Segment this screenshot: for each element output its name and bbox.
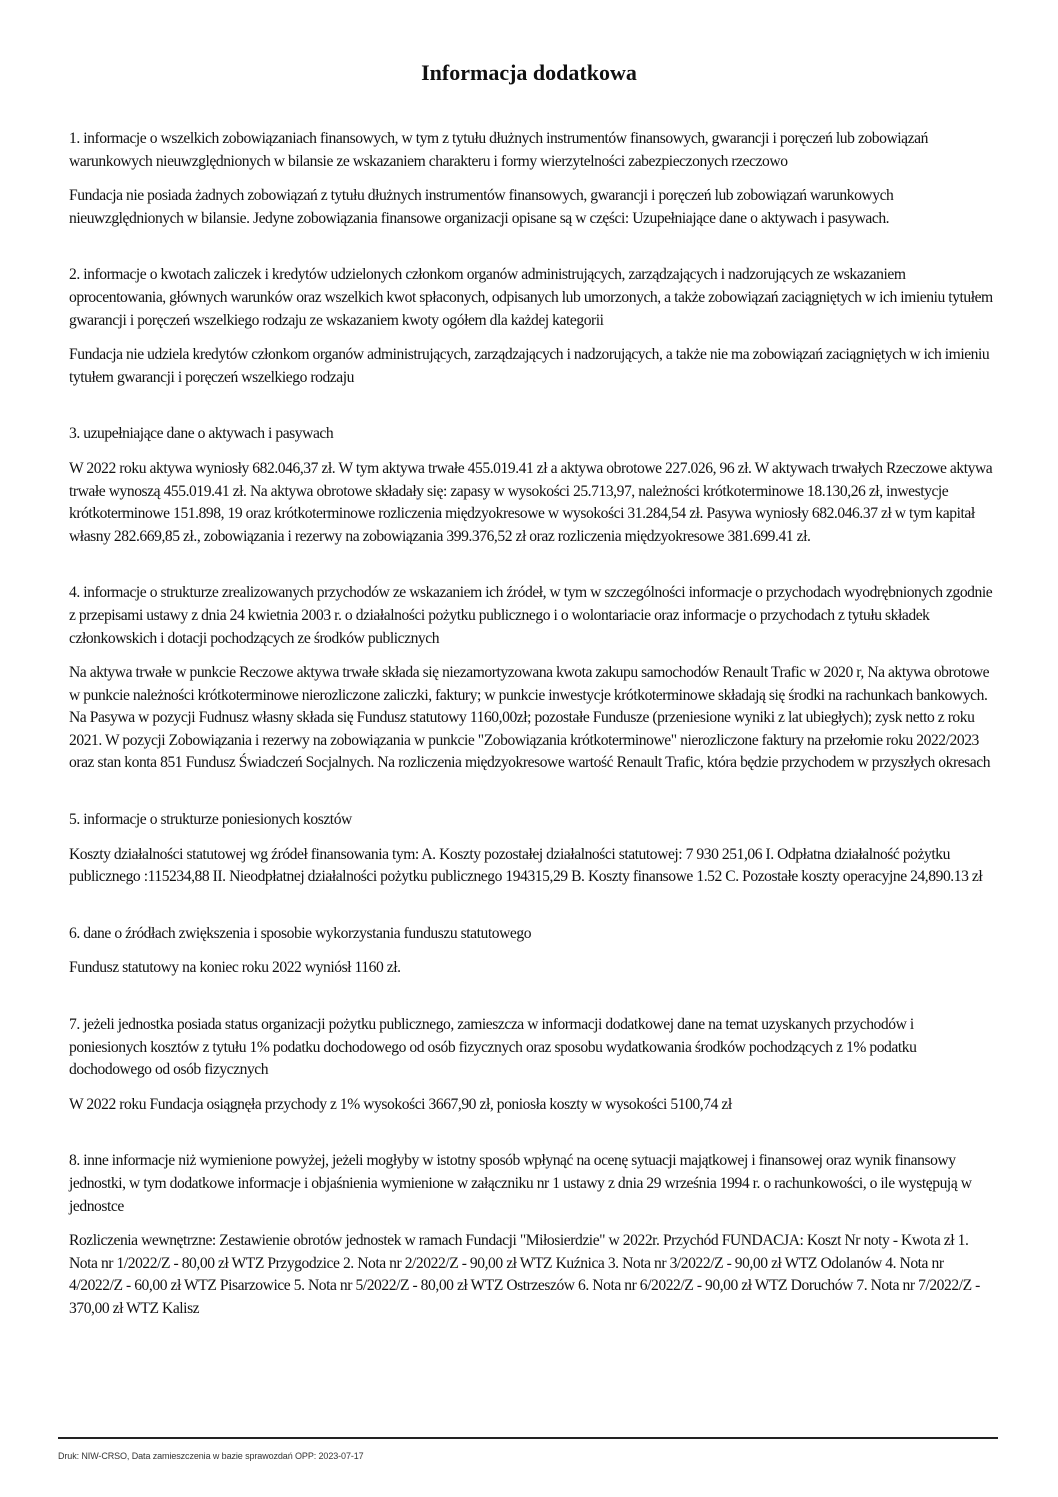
footer-print-info: Druk: NIW-CRSO, Data zamieszczenia w bazie sprawozdań OPP: 2023-07-17 <box>58 1451 364 1461</box>
document-body <box>69 128 993 1355</box>
page-title: Informacja dodatkowa <box>421 60 637 85</box>
section-4 <box>69 582 993 775</box>
section-answer: Na aktywa trwałe w punkcie Reczowe aktywa trwałe składa się niezamortyzowana kwota zakupu samochodów Renault Trafic w 2020 r, Na aktywa obrotowe w punkcie należności krótkoterminowe nierozliczone zaliczki, faktury; w punkcie inwestycje krótkoterminowe składają się środki na rachunkach bankowych. Na Pasywa w pozycji Fudnusz własny składa się Fundusz statutowy 1160,00zł; pozostałe Fundusze (przeniesione wyniki z lat ubiegłych); zysk netto z roku 2021. W pozycji Zobowiązania i rezerwy na zobowiązania w punkcie "Zobowiązania krótkoterminowe" nierozliczone faktury na przełomie roku 2022/2023 oraz stan konta 851 Fundusz Świadczeń Socjalnych. Na rozliczenia międzyokresowe wartość Renault Trafic, która będzie przychodem w przyszłych okresach <box>69 664 991 772</box>
section-answer: Fundacja nie posiada żadnych zobowiązań z tytułu dłużnych instrumentów finansowych, gwarancji i poręczeń lub zobowiązań warunkowych nieuwzględnionych w bilansie. Jedyne zobowiązania finansowe organizacji opisane są w części: Uzupełniające dane o aktywach i pasywach. <box>69 187 894 227</box>
section-7 <box>69 1014 993 1116</box>
section-3 <box>69 423 993 548</box>
section-question: 7. jeżeli jednostka posiada status organizacji pożytku publicznego, zamieszcza w informacji dodatkowej dane na temat uzyskanych przychodów i poniesionych kosztów z tytułu 1% podatku dochodowego od osób fizycznych oraz sposobu wydatkowania środków pochodzących z 1% podatku dochodowego od osób fizycznych <box>69 1016 917 1079</box>
section-answer: Koszty działalności statutowej wg źródeł finansowania tym: A. Koszty pozostałej działalności statutowej: 7 930 251,06 I. Odpłatna działalność pożytku publicznego :115234,88 II. Nieodpłatnej działalności pożytku publicznego 194315,29 B. Koszty finansowe 1.52 C. Pozostałe koszty operacyjne 24,890.13 zł <box>69 845 983 886</box>
section-question: 8. inne informacje niż wymienione powyżej, jeżeli mogłyby w istotny sposób wpłynąć na ocenę sytuacji majątkowej i finansowej oraz wynik finansowy jednostki, w tym dodatkowe informacje i objaśnienia wymienione w załączniku nr 1 ustawy z dnia 29 września 1994 r. o rachunkowości, o ile występują w jednostce <box>69 1152 972 1215</box>
section-1 <box>69 128 993 230</box>
section-answer: W 2022 roku aktywa wyniosły 682.046,37 zł. W tym aktywa trwałe 455.019.41 zł a aktywa obrotowe 227.026, 96 zł. W aktywach trwałych Rzeczowe aktywa trwałe wynoszą 455.019.41 zł. Na aktywa obrotowe składały się: zapasy w wysokości 25.713,97, należności krótkoterminowe 18.130,26 zł, inwestycje krótkoterminowe 151.898, 19 oraz krótkoterminowe rozliczenia międzyokresowe w wysokości 31.284,54 zł. Pasywa wyniosły 682.046.37 zł w tym kapitał własny 282.669,85 zł., zobowiązania i rezerwy na zobowiązania 399.376,52 zł oraz rozliczenia międzyokresowe 381.699.41 zł. <box>69 459 993 545</box>
footer-divider <box>58 1437 998 1439</box>
section-2 <box>69 264 993 389</box>
section-8 <box>69 1150 993 1320</box>
section-question: 3. uzupełniające dane o aktywach i pasywach <box>69 425 334 443</box>
section-answer: Rozliczenia wewnętrzne: Zestawienie obrotów jednostek w ramach Fundacji "Miłosierdzie" w 2022r. Przychód FUNDACJA: Koszt Nr noty - Kwota zł 1. Nota nr 1/2022/Z - 80,00 zł WTZ Przygodzice 2. Nota nr 2/2022/Z - 90,00 zł WTZ Kuźnica 3. Nota nr 3/2022/Z - 90,00 zł WTZ Odolanów 4. Nota nr 4/2022/Z - 60,00 zł WTZ Pisarzowice 5. Nota nr 5/2022/Z - 80,00 zł WTZ Ostrzeszów 6. Nota nr 6/2022/Z - 90,00 zł WTZ Doruchów 7. Nota nr 7/2022/Z - 370,00 zł WTZ Kalisz <box>69 1232 980 1317</box>
section-answer: Fundacja nie udziela kredytów członkom organów administrujących, zarządzających i nadzorujących, a także nie ma zobowiązań zaciągniętych w ich imieniu tytułem gwarancji i poręczeń wszelkiego rodzaju <box>69 346 990 386</box>
section-question: 4. informacje o strukturze zrealizowanych przychodów ze wskazaniem ich źródeł, w tym w szczególności informacje o przychodach wyodrębnionych zgodnie z przepisami ustawy z dnia 24 kwietnia 2003 r. o działalności pożytku publicznego i o wolontariacie oraz informacje o przychodach z tytułu składek członkowskich i dotacji pochodzących ze środków publicznych <box>69 584 993 647</box>
section-answer: Fundusz statutowy na koniec roku 2022 wyniósł 1160 zł. <box>69 959 401 977</box>
section-5 <box>69 809 993 889</box>
section-answer: W 2022 roku Fundacja osiągnęła przychody z 1% wysokości 3667,90 zł, poniosła koszty w wysokości 5100,74 zł <box>69 1095 732 1113</box>
section-question: 2. informacje o kwotach zaliczek i kredytów udzielonych członkom organów administrujących, zarządzających i nadzorujących ze wskazaniem oprocentowania, głównych warunków oraz wszelkich kwot spłaconych, odpisanych lub umorzonych, a także zobowiązań zaciągniętych w ich imieniu tytułem gwarancji i poręczeń wszelkiego rodzaju ze wskazaniem kwoty ogółem dla każdej kategorii <box>69 266 993 329</box>
section-question: 6. dane o źródłach zwiększenia i sposobie wykorzystania funduszu statutowego <box>69 924 532 942</box>
section-question: 5. informacje o strukturze poniesionych kosztów <box>69 811 352 829</box>
section-question: 1. informacje o wszelkich zobowiązaniach finansowych, w tym z tytułu dłużnych instrumentów finansowych, gwarancji i poręczeń lub zobowiązań warunkowych nieuwzględnionych w bilansie ze wskazaniem charakteru i formy wierzytelności zabezpieczonych rzeczowo <box>69 130 928 170</box>
section-6 <box>69 923 993 980</box>
